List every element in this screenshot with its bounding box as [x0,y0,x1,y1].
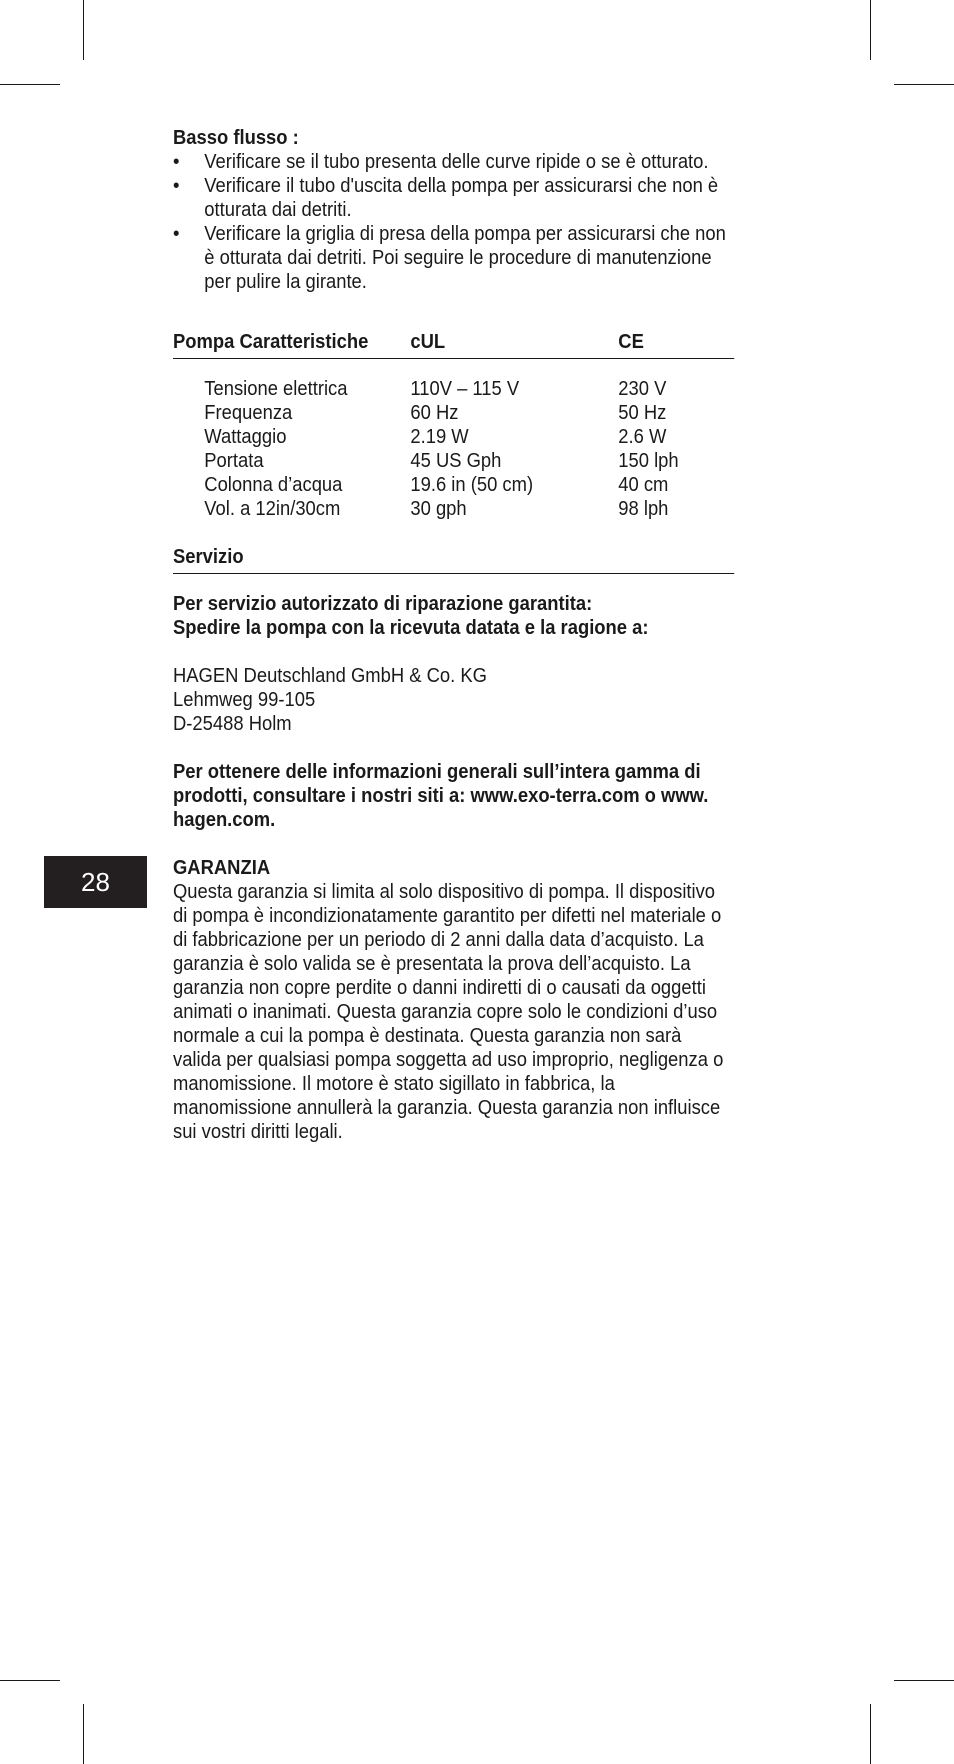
page-content [173,126,734,1144]
bullet-icon: • [173,175,180,197]
info-text: Per ottenere delle informazioni generali sull’intera gamma di prodotti, consultare i nostri siti a: www.exo-terra.com o www. hagen.com. [173,761,709,831]
table-row: Tensione elettrica 110V – 115 V 230 V [204,378,667,400]
crop-mark-top-left-v [83,0,84,60]
table-row: Vol. a 12in/30cm 30 gph 98 lph [204,498,669,520]
bullet-icon: • [173,151,180,173]
garanzia-text: Questa garanzia si limita al solo dispositivo di pompa. Il dispositivo di pompa è incondizionatamente garantito per difetti nel materiale o di fabbricazione per un periodo di 2 anni dalla data d’acquisto. La garanzia è solo valida se è presentata la prova dell’acquisto. La garanzia non copre perdite o danni indiretti di o causati da oggetti animati o inanimati. Questa garanzia copre solo le condizioni d’uso normale a cui la pompa è destinata. Questa garanzia non sarà valida per qualsiasi pompa soggetta ad uso improprio, negligenza o manomissione. Il motore è stato sigillato in fabbrica, la manomissione annullerà la garanzia. Questa garanzia non influisce sui vostri diritti legali. [173,881,724,1143]
list-item: • Verificare la griglia di presa della pompa per assicurarsi che non è otturata dai detriti. Poi seguire le procedure di manutenzione per pulire la girante. [173,223,726,293]
crop-mark-bottom-left-v [83,1704,84,1764]
specs-header-label: Pompa Caratteristiche [173,331,369,353]
crop-mark-bottom-left-h [0,1680,60,1681]
specs-section [173,330,734,521]
specs-header-cul: cUL [410,331,446,353]
specs-header-ce: CE [618,331,644,353]
table-row: Portata 45 US Gph 150 lph [204,450,679,472]
specs-header [173,330,734,359]
servizio-title: Servizio [173,546,244,568]
crop-mark-bottom-right-v [870,1704,871,1764]
garanzia-section [173,856,734,1144]
servizio-section [173,545,734,832]
garanzia-title: GARANZIA [173,857,271,879]
address-line: HAGEN Deutschland GmbH & Co. KG [173,665,487,687]
crop-mark-top-left-h [0,84,60,85]
list-item: • Verificare se il tubo presenta delle curve ripide o se è otturato. [173,151,709,173]
basso-flusso-title: Basso flusso : [173,127,299,149]
address-line: D-25488 Holm [173,713,292,735]
basso-flusso-list [173,150,734,294]
table-row: Frequenza 60 Hz 50 Hz [204,402,667,424]
specs-table [204,377,678,521]
crop-mark-top-right-v [870,0,871,60]
crop-mark-bottom-right-h [894,1680,954,1681]
basso-flusso-section [173,126,734,294]
table-row: Colonna d’acqua 19.6 in (50 cm) 40 cm [204,474,669,496]
servizio-intro-2: Spedire la pompa con la ricevuta datata e la ragione a: [173,617,649,639]
address-line: Lehmweg 99-105 [173,689,316,711]
servizio-intro-1: Per servizio autorizzato di riparazione garantita: [173,593,593,615]
list-item: • Verificare il tubo d'uscita della pompa per assicurarsi che non è otturata dai detriti. [173,175,719,221]
servizio-header [173,545,734,574]
bullet-icon: • [173,223,180,245]
crop-mark-top-right-h [894,84,954,85]
page-number-tab: 28 [44,856,147,908]
table-row: Wattaggio 2.19 W 2.6 W [204,426,667,448]
